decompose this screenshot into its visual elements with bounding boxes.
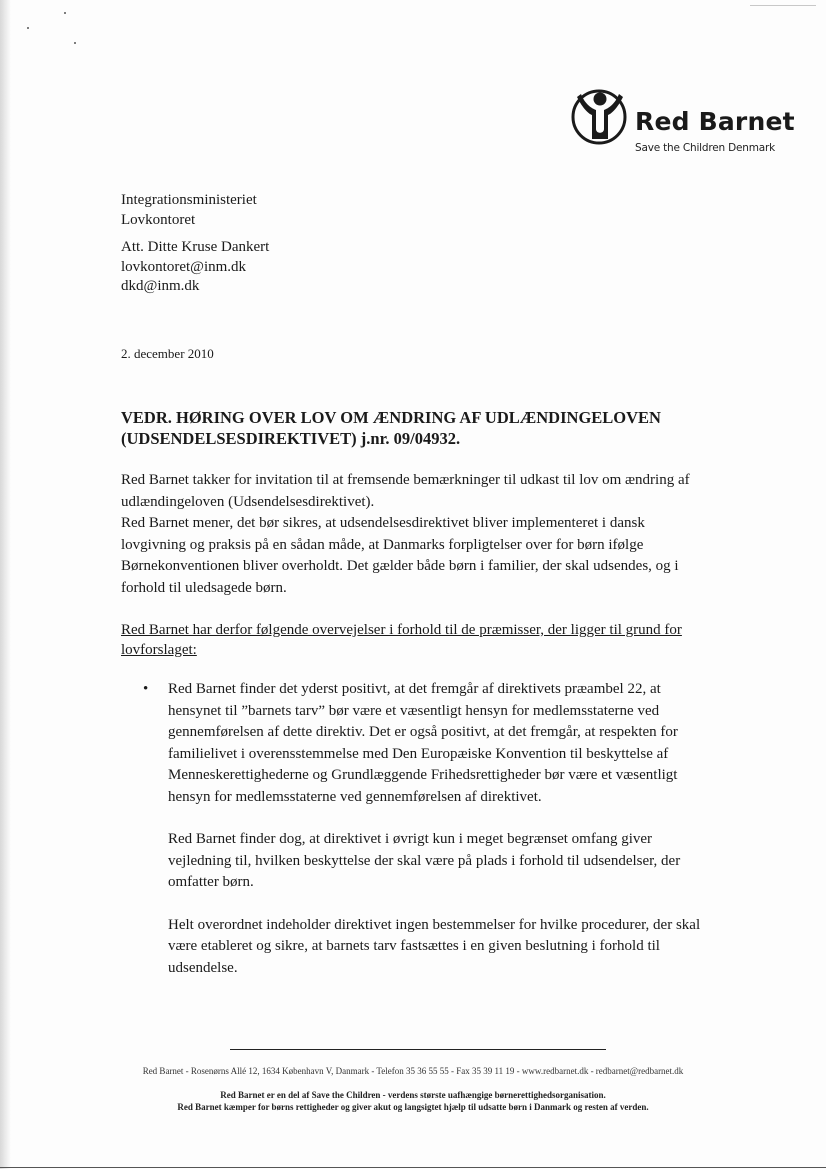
case-reference: j.nr. 09/04932.: [356, 429, 461, 448]
scan-speck: [27, 27, 29, 29]
recipient-email: lovkontoret@inm.dk: [121, 258, 247, 275]
subject-line: (UDSENDELSESDIREKTIVET): [121, 429, 357, 448]
considerations-list: [121, 679, 706, 1000]
intro-paragraph: Red Barnet takker for invitation til at fremsende bemærkninger til udkast til lov om ændring af udlændingeloven (Udsendelsesdirektivet).: [121, 472, 690, 510]
list-paragraph: Red Barnet finder det yderst positivt, at det fremgår af direktivets præambel 22, at hensynet til ”barnets tarv” bør være et væsentligt hensyn for medlemsstaterne ved gennemførelsen af dette direktiv. Det er også positivt, at det fremgår, at respekten for familielivet i overensstemmelse med Den Europæiske Konvention til beskyttelse af Menneskerettighederne og Grundlæggende Frihedsrettigheder bør være et væsentligt hensyn for medlemsstaterne ved gennemførelsen af direktivet.: [168, 681, 678, 805]
organization-name: Red Barnet: [635, 107, 795, 136]
scan-speck: [64, 12, 66, 14]
scan-edge-line: [0, 1167, 826, 1168]
letter-date: 2. december 2010: [121, 346, 214, 361]
scan-speck: [74, 42, 76, 44]
bullet-icon: •: [143, 681, 149, 697]
footer-tagline: Red Barnet er en del af Save the Children - verdens største uafhængige børnerettighedsorganisation.: [220, 1090, 606, 1100]
intro-paragraph: Red Barnet mener, det bør sikres, at udsendelsesdirektivet bliver implementeret i dansk lovgivning og praksis på en sådan måde, at Danmarks forpligtelser over for børn ifølge Børnekonventionen bliver overholdt. Det gælder både børn i familier, der skal udsendes, og i forhold til uledsagede børn.: [121, 515, 679, 596]
list-paragraph: Red Barnet finder dog, at direktivet i øvrigt kun i meget begrænset omfang giver vejledning til, hvilken beskyttelse der skal være på plads i forhold til udsendelser, der omfatter børn.: [168, 831, 681, 890]
recipient-department: Lovkontoret: [121, 211, 196, 228]
scan-shadow: [0, 0, 11, 1169]
footer-divider: [230, 1049, 606, 1050]
recipient-address: [121, 191, 269, 297]
footer-tagline: Red Barnet kæmper for børns rettigheder og giver akut og langsigtet hjælp til udsatte børn i Danmark og resten af verden.: [177, 1102, 649, 1112]
red-barnet-logo: [569, 84, 795, 156]
recipient-organization: Integrationsministeriet: [121, 192, 257, 208]
list-item: [168, 679, 706, 979]
considerations-heading: Red Barnet har derfor følgende overvejelser i forhold til de præmisser, der ligger til grund for lovforslaget:: [121, 622, 682, 658]
introduction: [121, 470, 706, 599]
scan-mark: [750, 5, 816, 6]
child-arms-raised-icon: [569, 84, 631, 146]
list-paragraph: Helt overordnet indeholder direktivet ingen bestemmelser for hvilke procedurer, der skal være etableret og sikre, at barnets tarv fastsættes i en given beslutning i forhold til udsendelse.: [168, 916, 701, 976]
footer-address: Red Barnet - Rosenørns Allé 12, 1634 København V, Danmark - Telefon 35 36 55 55 - Fax 35 39 11 19 - www.redbarnet.dk - redbarnet@redbarnet.dk: [142, 1066, 684, 1076]
recipient-email: dkd@inm.dk: [121, 278, 200, 294]
organization-tagline: Save the Children Denmark: [635, 142, 775, 154]
subject-line: VEDR. HØRING OVER LOV OM ÆNDRING AF UDLÆNDINGELOVEN: [121, 408, 661, 427]
letter-subject: [121, 407, 721, 449]
recipient-attention: Att. Ditte Kruse Dankert: [121, 239, 270, 255]
